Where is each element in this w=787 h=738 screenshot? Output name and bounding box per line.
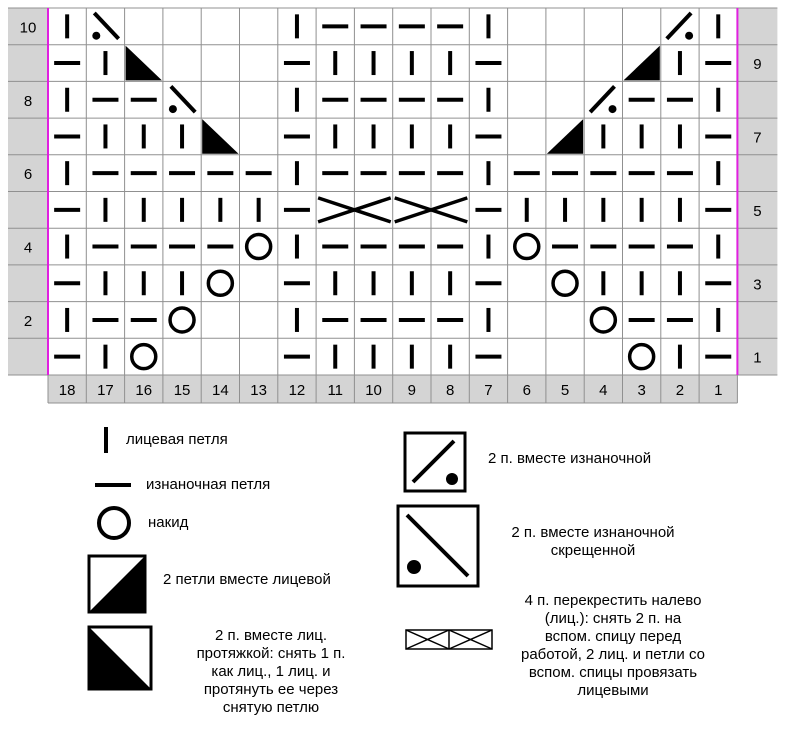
legend-cross4-line: работой, 2 лиц. и петли со (521, 646, 705, 663)
column-number: 2 (675, 382, 685, 399)
column-number: 11 (327, 382, 344, 399)
legend-skp-line: как лиц., 1 лиц. и (211, 663, 331, 680)
yarn-over (208, 271, 232, 295)
row-number-left: 6 (23, 166, 33, 184)
row-number-left: 4 (23, 239, 33, 257)
row-number-left: 2 (23, 312, 33, 330)
skp-stitch (202, 119, 238, 154)
legend-k2tog-icon (89, 556, 145, 612)
column-number: 3 (637, 382, 646, 399)
legend-cross4-line: (лиц.): снять 2 п. на (544, 610, 682, 627)
p2tog-tbl-dot (169, 105, 177, 113)
column-number: 10 (365, 382, 382, 399)
row-number-right: 7 (753, 129, 762, 147)
legend-cross4-icon (406, 630, 492, 649)
row-number-left: 10 (19, 19, 37, 37)
legend-cross4-line: вспом. спицу перед (544, 628, 682, 645)
column-number: 18 (58, 382, 76, 399)
column-number: 17 (97, 382, 114, 399)
legend-skp-line: протяжкой: снять 1 п. (196, 645, 346, 662)
legend-skp-line: 2 п. вместе лиц. (214, 627, 328, 644)
column-number: 5 (560, 382, 570, 399)
legend-k2tog-label: 2 петли вместе лицевой (163, 571, 331, 588)
yarn-over (591, 308, 615, 332)
yarn-over (630, 345, 654, 369)
column-number: 1 (714, 382, 723, 399)
legend-yo-label: накид (148, 514, 189, 531)
row-number-right: 5 (753, 202, 762, 220)
k2tog-stitch (624, 46, 660, 81)
legend-skp-label (166, 627, 376, 717)
legend-cross4-line: вспом. спицы провязать (528, 664, 698, 681)
legend-cross4-label (488, 592, 738, 700)
p2tog-dot (609, 105, 617, 113)
legend-p2tog-tbl-icon (398, 506, 478, 586)
column-number: 7 (484, 382, 493, 399)
column-number: 15 (173, 382, 191, 399)
row-number-right: 1 (753, 349, 762, 367)
legend-knit-label: лицевая петля (126, 431, 228, 448)
column-number: 4 (599, 382, 608, 399)
legend-skp-line: снятую петлю (222, 699, 320, 716)
chart-grid (8, 8, 777, 403)
column-number: 16 (135, 382, 153, 399)
legend-yo-icon (99, 508, 129, 538)
yarn-over (132, 345, 156, 369)
legend-p2tog-tbl-line: 2 п. вместе изнаночной (511, 524, 675, 541)
p2tog-tbl-dot (92, 32, 100, 40)
yarn-over (247, 235, 271, 259)
column-number: 12 (288, 382, 306, 399)
row-number-left: 8 (23, 92, 33, 110)
legend-skp-icon (89, 627, 151, 689)
row-number-right: 3 (753, 276, 762, 294)
k2tog-stitch (547, 119, 583, 154)
legend-p2tog-label: 2 п. вместе изнаночной (488, 450, 652, 467)
legend-purl-label: изнаночная петля (146, 476, 271, 493)
p2tog-dot (685, 32, 693, 40)
legend-cross4-line: лицевыми (577, 682, 649, 699)
yarn-over (170, 308, 194, 332)
legend-p2tog-tbl-label (488, 524, 698, 560)
column-number: 14 (212, 382, 229, 399)
yarn-over (553, 271, 577, 295)
row-number-right: 9 (753, 56, 762, 74)
legend-p2tog-icon (405, 433, 465, 491)
legend-skp-line: протянуть ее через (203, 681, 339, 698)
column-number: 8 (445, 382, 455, 399)
yarn-over (515, 235, 539, 259)
column-number: 13 (250, 382, 267, 399)
legend-p2tog-tbl-line: скрещенной (550, 542, 636, 559)
column-number: 9 (407, 382, 417, 399)
skp-stitch (126, 46, 162, 81)
column-number: 6 (522, 382, 531, 399)
legend-cross4-line: 4 п. перекрестить налево (524, 592, 702, 609)
